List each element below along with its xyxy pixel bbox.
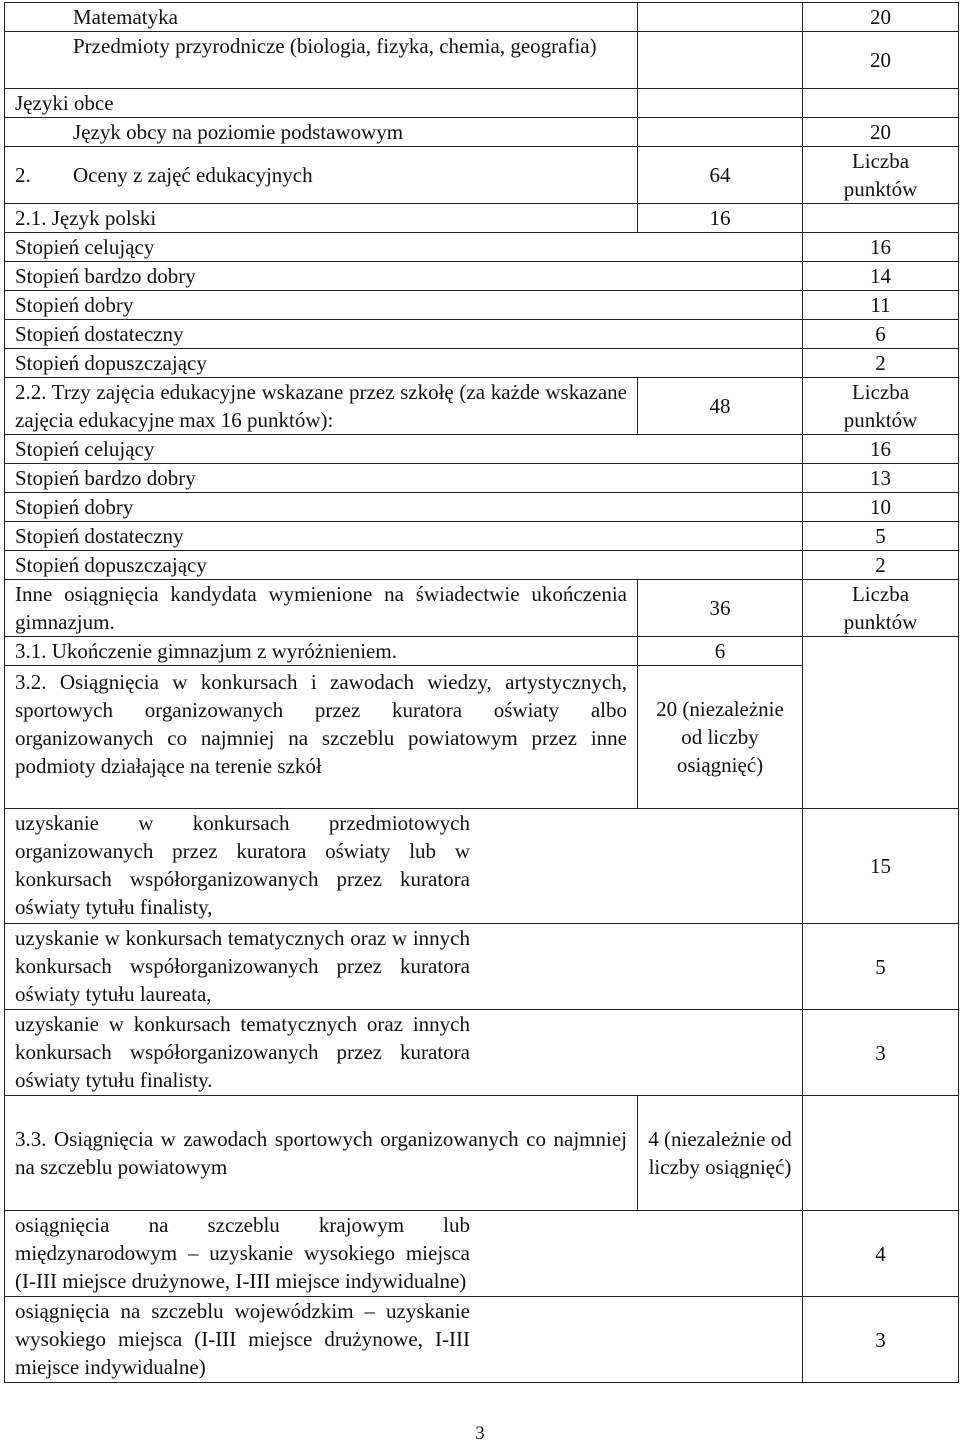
table-row xyxy=(5,551,959,580)
row-label: Przedmioty przyrodnicze (biologia, fizyka, chemia, geografia) xyxy=(5,32,638,89)
table-row xyxy=(5,1010,959,1096)
row-label: uzyskanie w konkursach przedmiotowych organizowanych przez kuratora oświaty lub w konkursach współorganizowanych przez kuratora oświaty tytułu finalisty, xyxy=(5,809,803,924)
row-label: Stopień bardzo dobry xyxy=(5,262,803,291)
row-label: Stopień dostateczny xyxy=(5,320,803,349)
points-header: Liczba punktów xyxy=(803,147,959,204)
row-label: Stopień dobry xyxy=(5,291,803,320)
row-points: 4 xyxy=(803,1211,959,1297)
table-row xyxy=(5,89,959,118)
row-points: 16 xyxy=(803,435,959,464)
row-max-points: 48 xyxy=(638,378,803,435)
row-points: 13 xyxy=(803,464,959,493)
row-points: 20 xyxy=(803,118,959,147)
row-max-points: 36 xyxy=(638,580,803,637)
table-row xyxy=(5,809,959,924)
row-points: 14 xyxy=(803,262,959,291)
row-points: 10 xyxy=(803,493,959,522)
row-label: Język obcy na poziomie podstawowym xyxy=(5,118,638,147)
row-points: 11 xyxy=(803,291,959,320)
row-max-points: 4 (niezależnie od liczby osiągnięć) xyxy=(638,1096,803,1211)
row-label: 2.2. Trzy zajęcia edukacyjne wskazane przez szkołę (za każde wskazane zajęcia edukacyjne max 16 punktów): xyxy=(5,378,638,435)
scoring-table xyxy=(4,2,959,1383)
table-row xyxy=(5,320,959,349)
row-max-points: 20 (niezależnie od liczby osiągnięć) xyxy=(638,666,803,809)
row-points: 5 xyxy=(803,924,959,1010)
row-points: 20 xyxy=(803,3,959,32)
row-label: Stopień dostateczny xyxy=(5,522,803,551)
row-label: 2. Oceny z zajęć edukacyjnych xyxy=(5,147,638,204)
row-points: 3 xyxy=(803,1010,959,1096)
row-label: osiągnięcia na szczeblu wojewódzkim – uzyskanie wysokiego miejsca (I-III miejsce drużynowe, I-III miejsce indywidualne) xyxy=(5,1297,803,1383)
row-label: 3.3. Osiągnięcia w zawodach sportowych organizowanych co najmniej na szczeblu powiatowym xyxy=(5,1096,638,1211)
row-points: 6 xyxy=(803,320,959,349)
row-label: Stopień celujący xyxy=(5,233,803,262)
row-label: Inne osiągnięcia kandydata wymienione na świadectwie ukończenia gimnazjum. xyxy=(5,580,638,637)
table-row xyxy=(5,204,959,233)
row-points: 20 xyxy=(803,32,959,89)
table-row xyxy=(5,3,959,32)
table-row xyxy=(5,349,959,378)
row-label: Stopień dobry xyxy=(5,493,803,522)
table-row xyxy=(5,1096,959,1211)
row-label: Matematyka xyxy=(5,3,638,32)
row-label: 3.2. Osiągnięcia w konkursach i zawodach wiedzy, artystycznych, sportowych organizowanych przez kuratora oświaty albo organizowanych co najmniej na szczeblu powiatowym przez inne podmioty działające na terenie szkół xyxy=(5,666,638,809)
row-label: Języki obce xyxy=(5,89,638,118)
row-points: 16 xyxy=(803,233,959,262)
table-row xyxy=(5,291,959,320)
points-header: Liczba punktów xyxy=(803,378,959,435)
table-row xyxy=(5,1211,959,1297)
points-header: Liczba punktów xyxy=(803,580,959,637)
table-row xyxy=(5,262,959,291)
row-label: Stopień celujący xyxy=(5,435,803,464)
row-points: 2 xyxy=(803,349,959,378)
row-points: 3 xyxy=(803,1297,959,1383)
table-row xyxy=(5,1297,959,1383)
table-row xyxy=(5,924,959,1010)
page-number: 3 xyxy=(475,1423,485,1444)
row-label: 3.1. Ukończenie gimnazjum z wyróżnieniem. xyxy=(5,637,638,666)
table-row xyxy=(5,233,959,262)
table-row-section xyxy=(5,378,959,435)
row-label: uzyskanie w konkursach tematycznych oraz innych konkursach współorganizowanych przez kuratora oświaty tytułu finalisty. xyxy=(5,1010,803,1096)
row-label: uzyskanie w konkursach tematycznych oraz w innych konkursach współorganizowanych przez kuratora oświaty tytułu laureata, xyxy=(5,924,803,1010)
table-row xyxy=(5,464,959,493)
row-points: 2 xyxy=(803,551,959,580)
row-label: 2.1. Język polski xyxy=(5,204,638,233)
row-max-points: 16 xyxy=(638,204,803,233)
table-row xyxy=(5,637,959,666)
row-label: Stopień dopuszczający xyxy=(5,551,803,580)
row-points: 5 xyxy=(803,522,959,551)
row-max-points: 6 xyxy=(638,637,803,666)
table-row-section xyxy=(5,147,959,204)
row-label: Stopień bardzo dobry xyxy=(5,464,803,493)
row-max-points: 64 xyxy=(638,147,803,204)
row-label: osiągnięcia na szczeblu krajowym lub międzynarodowym – uzyskanie wysokiego miejsca (I-III miejsce drużynowe, I-III miejsce indywidualne) xyxy=(5,1211,803,1297)
table-row xyxy=(5,435,959,464)
table-row xyxy=(5,493,959,522)
table-row xyxy=(5,522,959,551)
row-points: 15 xyxy=(803,809,959,924)
table-row xyxy=(5,32,959,89)
table-row xyxy=(5,118,959,147)
table-row-section xyxy=(5,580,959,637)
row-label: Stopień dopuszczający xyxy=(5,349,803,378)
